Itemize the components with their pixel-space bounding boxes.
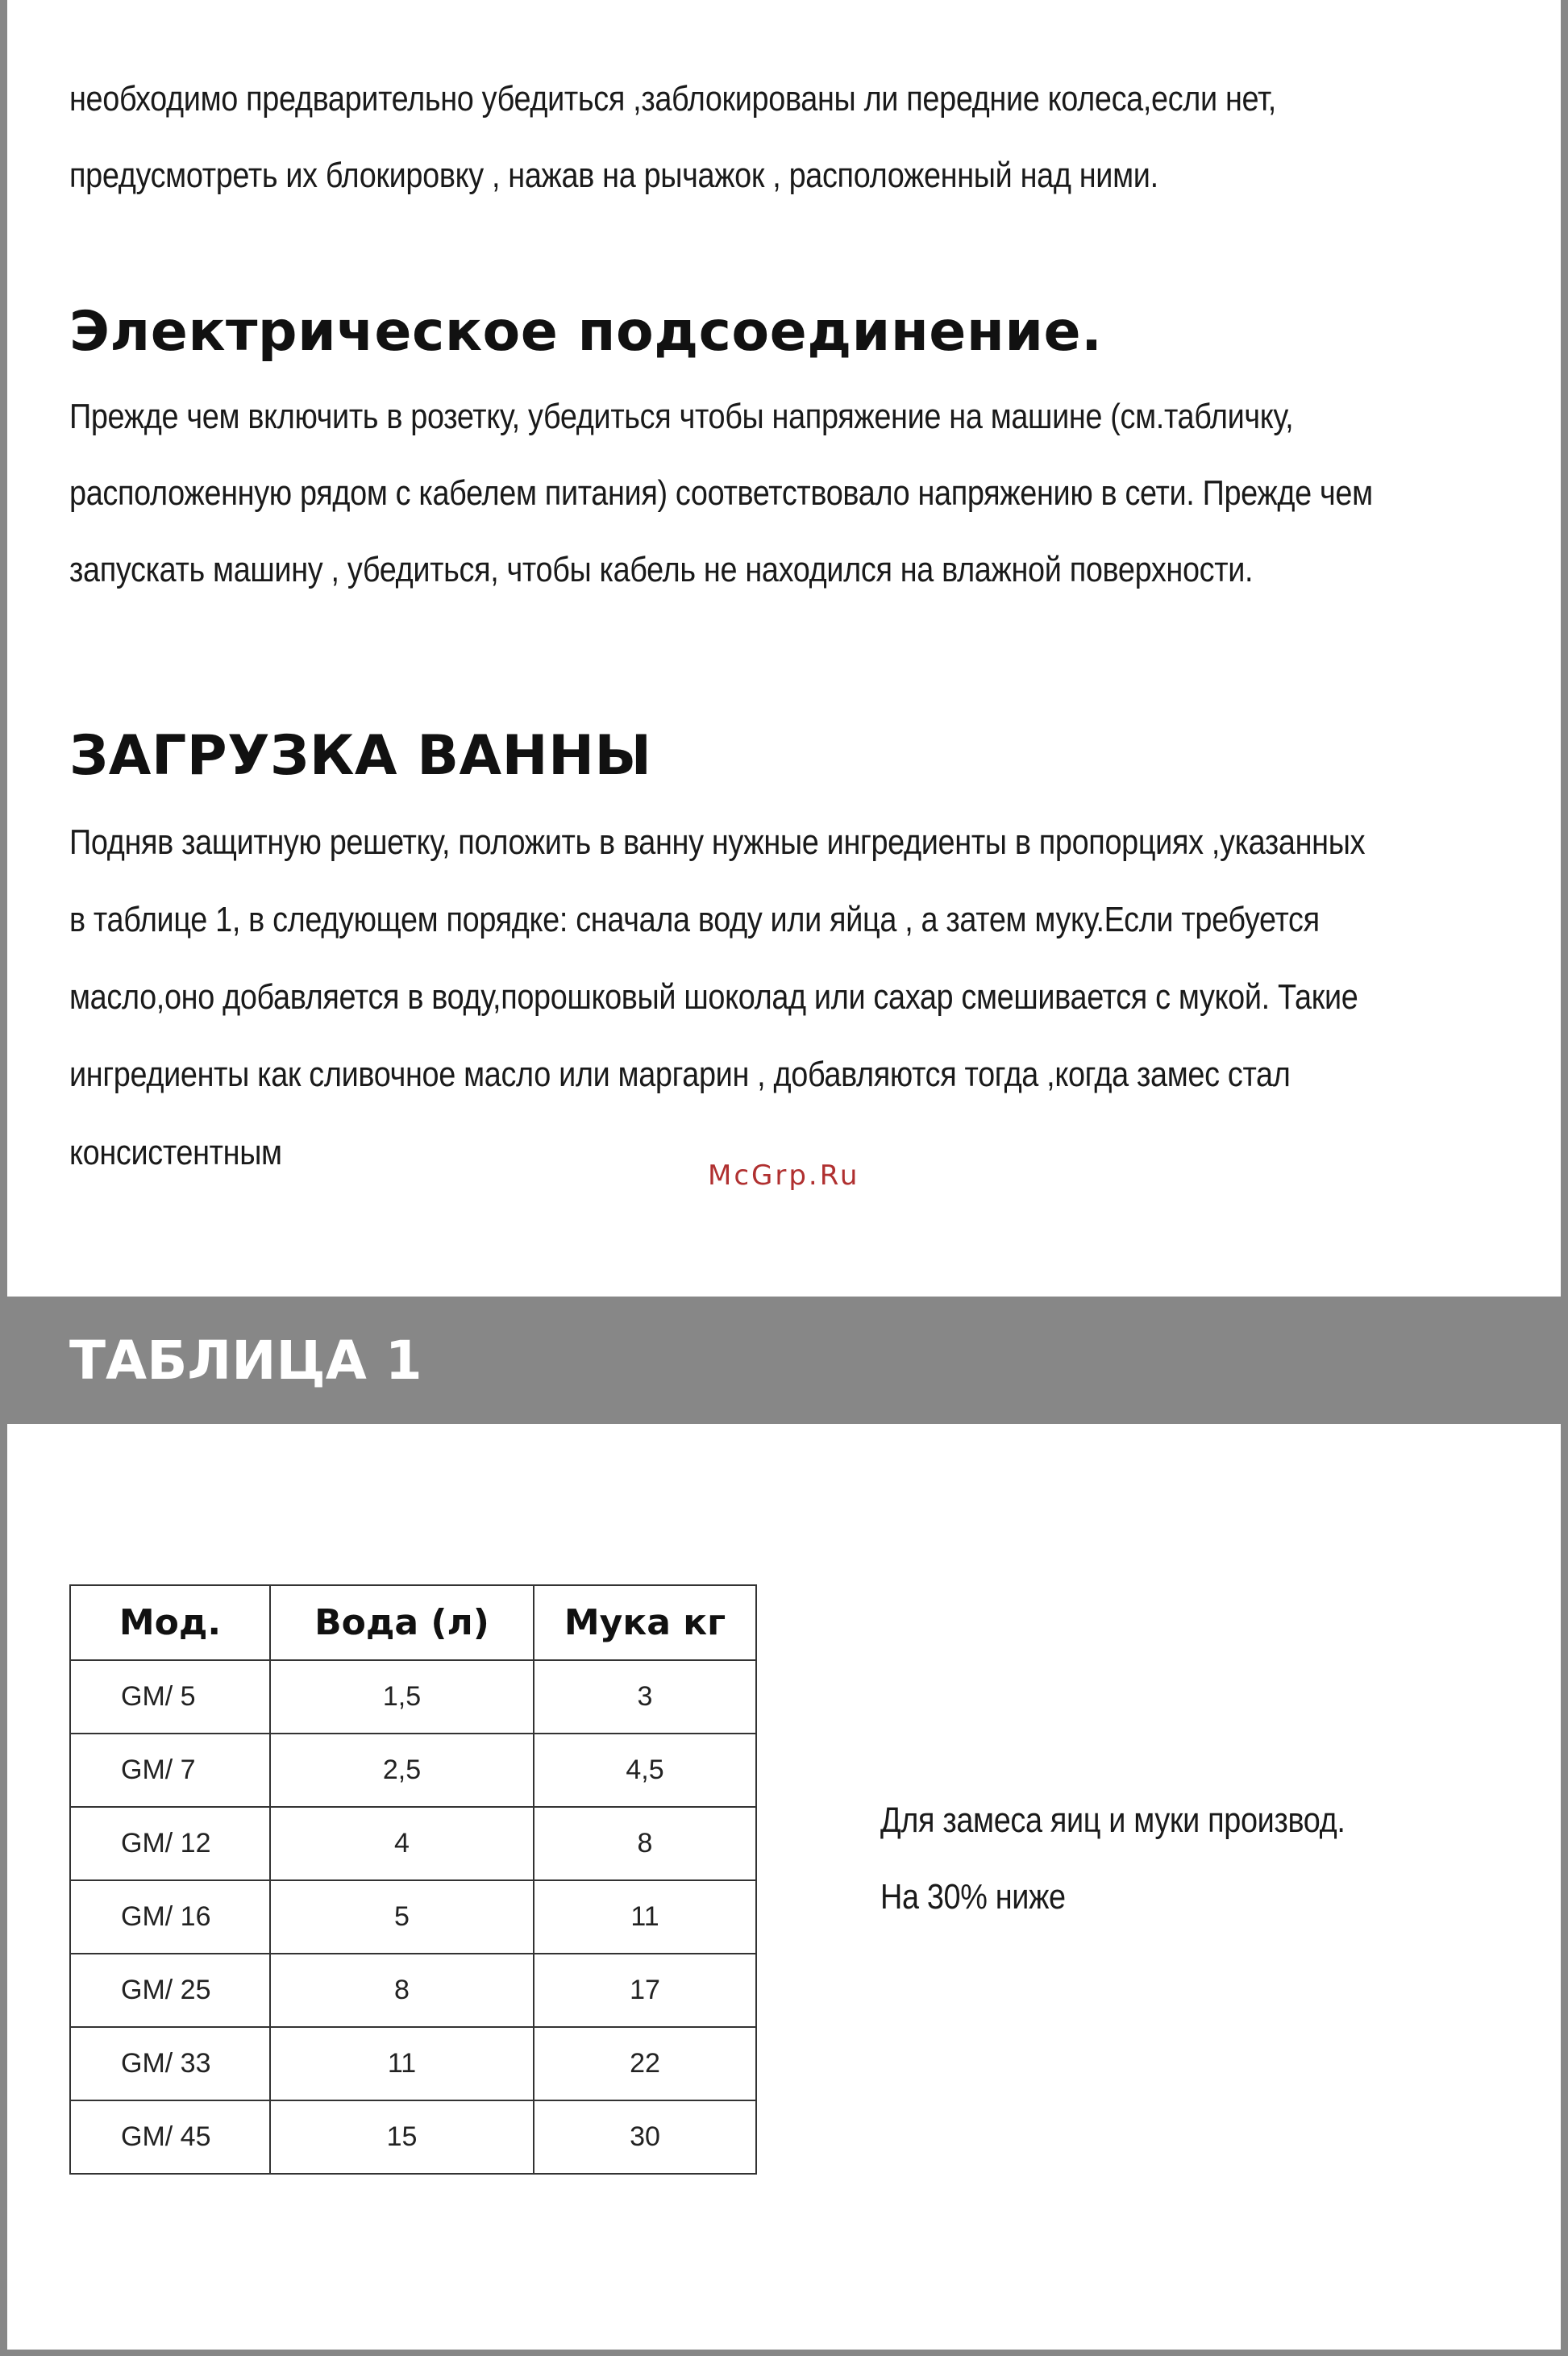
- cell-flour: 8: [534, 1807, 756, 1880]
- loading-line: масло,оно добавляется в воду,порошковый шоколад или сахар смешивается с мукой. Такие: [69, 977, 1358, 1017]
- cell-flour: 11: [534, 1880, 756, 1954]
- table-row: [70, 1660, 756, 1734]
- electrical-line: расположенную рядом с кабелем питания) соответствовало напряжению в сети. Прежде чем: [69, 473, 1373, 513]
- cell-model: GM/ 33: [70, 2027, 270, 2100]
- cell-model: GM/ 16: [70, 1880, 270, 1954]
- cell-flour: 3: [534, 1660, 756, 1734]
- table-row: [70, 1880, 756, 1954]
- table-title: ТАБЛИЦА 1: [69, 1330, 422, 1392]
- table-row: [70, 1954, 756, 2027]
- spec-table: [69, 1584, 757, 2175]
- section-title-electrical: Электрическое подсоединение.: [69, 300, 1103, 364]
- table-row: [70, 2027, 756, 2100]
- header-model: Мод.: [70, 1585, 270, 1660]
- header-flour: Мука кг: [534, 1585, 756, 1660]
- cell-model: GM/ 25: [70, 1954, 270, 2027]
- loading-line: Подняв защитную решетку, положить в ванну нужные ингредиенты в пропорциях ,указанных: [69, 822, 1366, 862]
- cell-flour: 22: [534, 2027, 756, 2100]
- table-header-row: [70, 1585, 756, 1660]
- loading-line: ингредиенты как сливочное масло или маргарин , добавляются тогда ,когда замес стал: [69, 1055, 1291, 1094]
- electrical-line: Прежде чем включить в розетку, убедиться чтобы напряжение на машине (см.табличку,: [69, 397, 1294, 436]
- cell-water: 1,5: [270, 1660, 534, 1734]
- cell-model: GM/ 7: [70, 1734, 270, 1807]
- cell-water: 11: [270, 2027, 534, 2100]
- table-note-line: На 30% ниже: [880, 1877, 1066, 1917]
- cell-water: 2,5: [270, 1734, 534, 1807]
- loading-line: в таблице 1, в следующем порядке: сначала воду или яйца , а затем муку.Если требуется: [69, 900, 1320, 939]
- cell-flour: 4,5: [534, 1734, 756, 1807]
- electrical-line: запускать машину , убедиться, чтобы кабель не находился на влажной поверхности.: [69, 550, 1254, 589]
- table-row: [70, 2100, 756, 2174]
- watermark: McGrp.Ru: [708, 1159, 860, 1192]
- intro-line: необходимо предварительно убедиться ,заблокированы ли передние колеса,если нет,: [69, 79, 1276, 119]
- cell-water: 15: [270, 2100, 534, 2174]
- cell-water: 8: [270, 1954, 534, 2027]
- table-note-line: Для замеса яиц и муки производ.: [880, 1800, 1345, 1840]
- cell-flour: 30: [534, 2100, 756, 2174]
- intro-line: предусмотреть их блокировку , нажав на рычажок , расположенный над ними.: [69, 156, 1158, 195]
- cell-model: GM/ 5: [70, 1660, 270, 1734]
- cell-water: 4: [270, 1807, 534, 1880]
- table-row: [70, 1807, 756, 1880]
- cell-model: GM/ 12: [70, 1807, 270, 1880]
- section-title-loading: ЗАГРУЗКА ВАННЫ: [69, 724, 652, 788]
- cell-flour: 17: [534, 1954, 756, 2027]
- loading-line: консистентным: [69, 1133, 282, 1172]
- cell-water: 5: [270, 1880, 534, 1954]
- header-water: Вода (л): [270, 1585, 534, 1660]
- table-row: [70, 1734, 756, 1807]
- cell-model: GM/ 45: [70, 2100, 270, 2174]
